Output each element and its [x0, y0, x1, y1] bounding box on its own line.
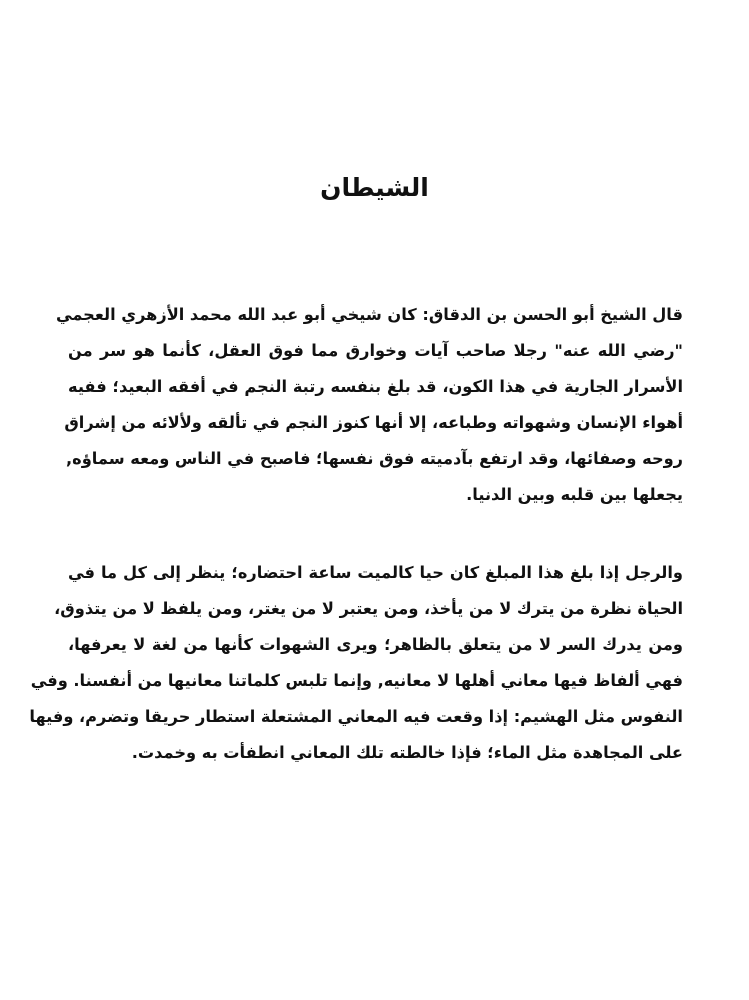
- text-line: قال الشيخ أبو الحسن بن الدقاق: كان شيخي أبو عبد الله محمد الأزهري العجمي: [55, 305, 683, 324]
- paragraph-2: [29, 555, 683, 771]
- text-line: يجعلها بين قلبه وبين الدنيا.: [466, 485, 683, 504]
- text-line: والرجل إذا بلغ هذا المبلغ كان حيا كالميت ساعة احتضاره؛ ينظر إلى كل ما في: [68, 563, 683, 582]
- page-title: الشيطان: [320, 173, 429, 202]
- text-line: فهي ألفاظ فيها معاني أهلها لا معانيه, وإنما تلبس كلماتنا معانيها من أنفسنا. وفي: [30, 671, 683, 690]
- text-line: الأسرار الجارية في هذا الكون، قد بلغ بنفسه رتبة النجم في أفقه البعيد؛ ففيه: [68, 377, 683, 396]
- text-line: "رضي الله عنه" رجلا صاحب آيات وخوارق مما فوق العقل، كأنما هو سر من: [68, 341, 683, 360]
- text-line: أهواء الإنسان وشهواته وطباعه، إلا أنها كنوز النجم في تألقه ولألائه من إشراق: [64, 413, 683, 432]
- text-line: ومن يدرك السر لا من يتعلق بالظاهر؛ ويرى الشهوات كأنها من لغة لا يعرفها،: [68, 635, 683, 654]
- text-line: الحياة نظرة من يترك لا من يأخذ، ومن يعتبر لا من يغتر، ومن يلفظ لا من يتذوق،: [54, 599, 683, 618]
- text-line: روحه وصفائها، وقد ارتفع بآدميته فوق نفسها؛ فاصبح في الناس ومعه سماؤه,: [66, 449, 683, 468]
- text-line: النفوس مثل الهشيم: إذا وقعت فيه المعاني المشتعلة استطار حريقا وتضرم، وفيها: [29, 707, 683, 726]
- paragraph-1: [55, 297, 683, 513]
- text-line: على المجاهدة مثل الماء؛ فإذا خالطته تلك المعاني انطفأت به وخمدت.: [131, 743, 683, 762]
